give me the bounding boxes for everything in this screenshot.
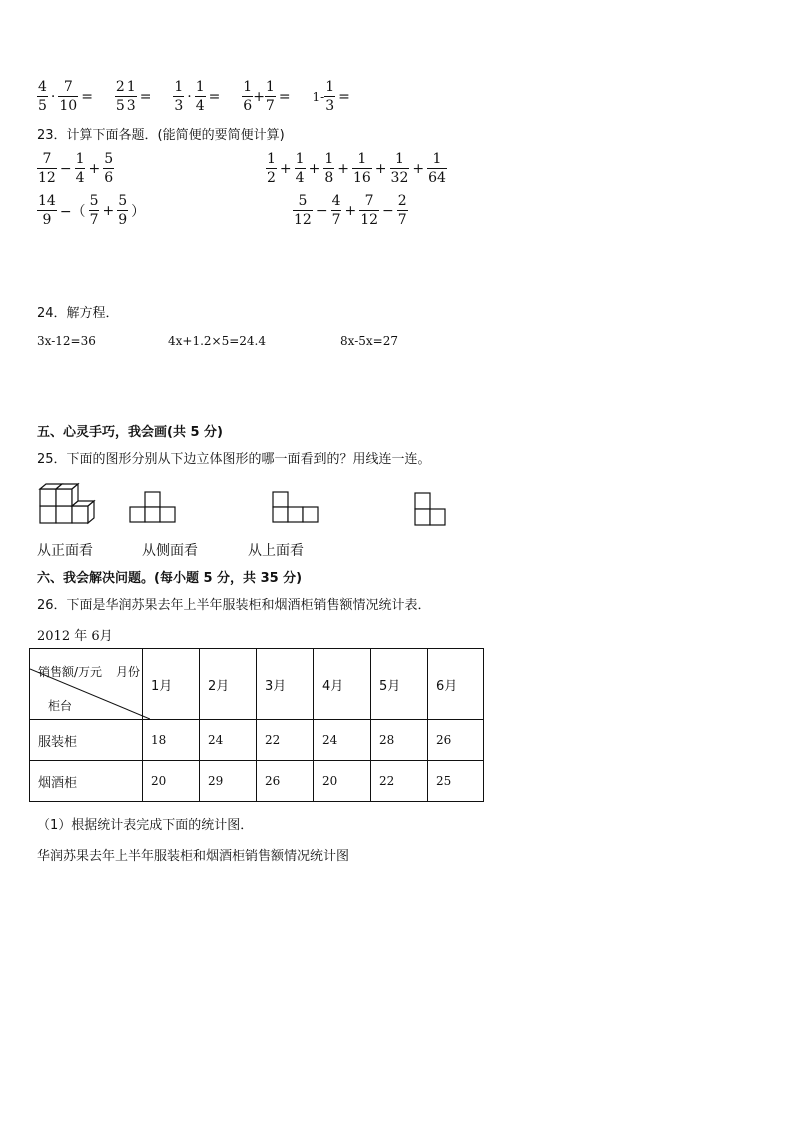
q26-date: 2012 年 6月 [37, 629, 113, 644]
month-header: 4月 [314, 649, 371, 720]
q24-equation-1: 3x-12=36 [37, 334, 96, 348]
chart-title-text: 华润苏果去年上半年服装柜和烟酒柜销售额情况统计图 [37, 849, 350, 864]
table-cell: 25 [428, 761, 484, 802]
table-cell: 22 [257, 720, 314, 761]
view-label-top: 从上面看 [248, 543, 304, 559]
section5-heading: 五、心灵手巧，我会画(共 5 分) [37, 425, 223, 440]
corner-label-sales: 销售额/万元 [38, 665, 103, 679]
q22-expr2: $\frac{2}{5}$ $\frac{1}{3}$ = [115, 79, 152, 114]
table-cell: 29 [200, 761, 257, 802]
q23-expr2: $\frac{14}{9}$ −（ $\frac{5}{7}$ + $\frac{5}{9}$ ） [38, 193, 146, 228]
table-cell: 28 [371, 720, 428, 761]
view-figure-3 [414, 490, 448, 528]
table-row [30, 720, 484, 761]
view-label-front: 从正面看 [37, 543, 93, 559]
month-header: 2月 [200, 649, 257, 720]
view-figure-1 [129, 490, 177, 526]
table-cell: 20 [143, 761, 200, 802]
view-figure-2 [272, 490, 320, 526]
corner-label-month: 月份 [116, 665, 141, 679]
view-label-side: 从侧面看 [142, 543, 198, 559]
q23-expr4: $\frac{5}{12}$ − $\frac{4}{7}$ + $\frac{7}{12}$ − $\frac{2}{7}$ [294, 193, 407, 228]
month-header: 5月 [371, 649, 428, 720]
q22-expr1: $\frac{4}{5}$ · $\frac{7}{10}$ = [38, 79, 93, 114]
q23-expr1: $\frac{7}{12}$ − $\frac{1}{4}$ + $\frac{5}{6}$ [38, 151, 114, 186]
q22-expr4: $\frac{1}{6}$ + $\frac{1}{7}$ = [243, 79, 291, 114]
row-label-tobacco-liquor: 烟酒柜 [30, 761, 143, 802]
table-cell: 26 [257, 761, 314, 802]
q25-heading: 25．下面的图形分别从下边立体图形的哪一面看到的？用线连一连。 [37, 452, 431, 467]
table-corner-cell [30, 649, 143, 720]
q26-heading: 26．下面是华润苏果去年上半年服装柜和烟酒柜销售额情况统计表． [37, 598, 431, 613]
solid-figure-drawing [38, 482, 100, 526]
table-cell: 26 [428, 720, 484, 761]
q22-expr5: 1- $\frac{1}{3}$ = [312, 79, 350, 114]
table-cell: 22 [371, 761, 428, 802]
q22-row [37, 80, 353, 113]
q23-expr3: $\frac{1}{2}$ + $\frac{1}{4}$ + $\frac{1}{8}$ + $\frac{1}{16}$ + $\frac{1}{32}$ + $\frac{1}{64}$ [267, 151, 446, 186]
q24-equation-2: 4x+1.2×5=24.4 [168, 334, 267, 348]
table-cell: 24 [200, 720, 257, 761]
q24-equation-3: 8x-5x=27 [340, 334, 398, 348]
table-cell: 20 [314, 761, 371, 802]
table-row [30, 761, 484, 802]
table-header-row [30, 649, 484, 720]
month-header: 6月 [428, 649, 484, 720]
corner-label-counter: 柜台 [48, 699, 73, 713]
month-header: 1月 [143, 649, 200, 720]
month-header: 3月 [257, 649, 314, 720]
q23-heading: 23．计算下面各题．(能简便的要简便计算) [37, 128, 285, 143]
row-label-clothing: 服装柜 [30, 720, 143, 761]
section6-heading: 六、我会解决问题。(每小题 5 分，共 35 分) [37, 571, 303, 586]
table-cell: 24 [314, 720, 371, 761]
q26-sub1: （1）根据统计表完成下面的统计图． [37, 818, 254, 833]
q24-heading: 24．解方程． [37, 306, 119, 321]
sales-table [29, 648, 484, 802]
table-cell: 18 [143, 720, 200, 761]
q22-expr3: $\frac{1}{3}$ · $\frac{1}{4}$ = [174, 79, 221, 114]
